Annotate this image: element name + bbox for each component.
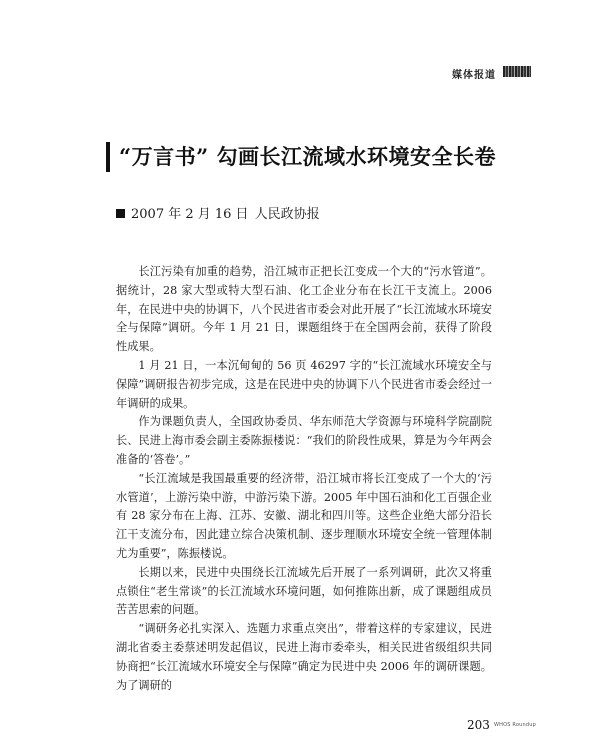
title-accent-bar (106, 142, 110, 172)
article-body (116, 263, 492, 695)
body-paragraph: 长江污染有加重的趋势，沿江城市正把长江变成一个大的“污水管道”。据统计，28 家大型或特大型石油、化工企业分布在长江干支流上。2006 年，在民进中央的协调下，八个民进省市委会对此开展了“长江流域水环境安全与保障”调研。今年 1 月 21 日，课题组终于在全国两会前，获得了阶段性成果。 (116, 265, 492, 354)
article-title: “万言书” 勾画长江流域水环境安全长卷 (119, 144, 496, 169)
page-number: 203 (467, 718, 490, 732)
publication-source: 人民政协报 (254, 207, 320, 222)
section-label: 媒体报道 (452, 70, 496, 81)
body-paragraph: “长江流域是我国最重要的经济带，沿江城市将长江变成了一个大的‘污水管道’，上游污染中游，中游污染下游。2005 年中国石油和化工百强企业有 28 家分布在上海、江苏、安徽、湖北和四川等。这些企业绝大部分沿长江干支流分布，因此建立综合决策机制、逐步理顺水环境安全统一管理体制尤为重要”，陈振楼说。 (116, 471, 492, 560)
body-paragraph: 1 月 21 日，一本沉甸甸的 56 页 46297 字的“长江流域水环境安全与保障”调研报告初步完成，这是在民进中央的协调下八个民进省市委会经过一年调研的成果。 (116, 358, 492, 410)
footer-brand: WHOS Roundup (494, 722, 536, 728)
body-paragraph: 长期以来，民进中央围绕长江流域先后开展了一系列调研，此次又将重点锁住“老生常谈”的长江流域水环境问题，如何推陈出新，成了课题组成员苦苦思索的问题。 (116, 565, 492, 617)
body-paragraph: 作为课题负责人，全国政协委员、华东师范大学资源与环境科学院副院长、民进上海市委会副主委陈振楼说：“我们的阶段性成果，算是为今年两会准备的‘答卷’。” (116, 415, 492, 466)
magazine-logo (503, 66, 531, 77)
body-paragraph: “调研务必扎实深入、选题力求重点突出”，带着这样的专家建议，民进湖北省委主委蔡述明发起倡议，民进上海市委牵头，相关民进省级组织共同协商把“长江流域水环境安全与保障”确定为民进中央 2006 年的调研课题。为了调研的 (116, 622, 492, 692)
byline (116, 203, 320, 222)
publish-date: 2007 年 2 月 16 日 (131, 207, 249, 222)
byline-square-icon (116, 209, 125, 218)
